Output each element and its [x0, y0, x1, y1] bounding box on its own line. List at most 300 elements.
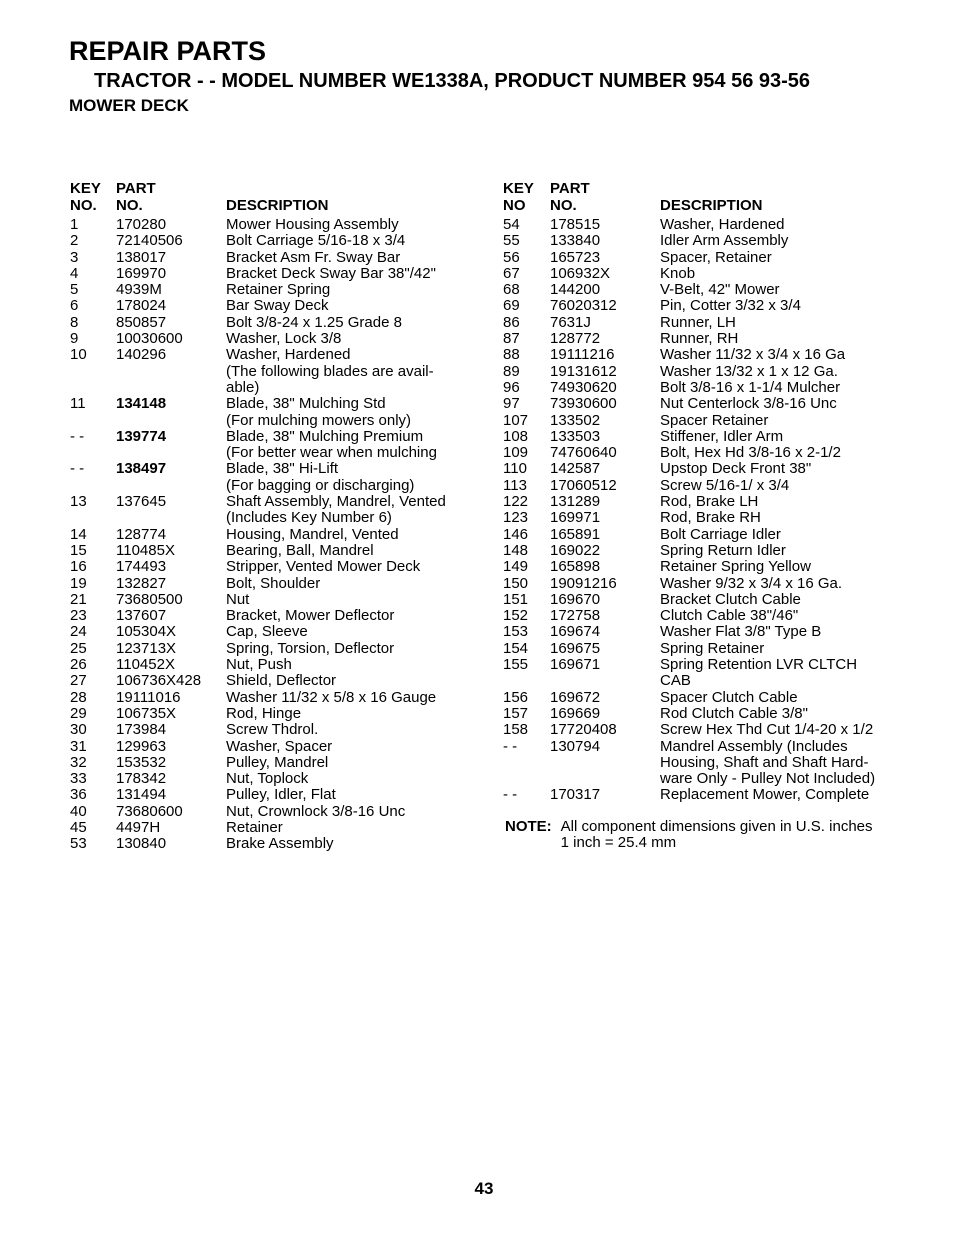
key-no-cell: 89 — [503, 362, 520, 380]
table-row — [70, 641, 466, 657]
description-cell: Rod, Brake LH — [660, 493, 759, 511]
table-row — [503, 298, 900, 314]
table-row — [70, 820, 466, 836]
table-row — [70, 413, 466, 429]
table-row — [70, 461, 466, 477]
part-no-cell: 169675 — [550, 639, 601, 657]
key-no-cell — [70, 380, 116, 396]
description-cell: Washer 9/32 x 3/4 x 16 Ga. — [660, 574, 843, 592]
description-cell: Bolt Carriage Idler — [660, 525, 781, 543]
key-no-cell: 6 — [70, 297, 79, 315]
key-no-cell: 155 — [503, 656, 529, 674]
part-no-cell: 137607 — [116, 607, 167, 625]
table-row — [70, 690, 466, 706]
table-row — [70, 543, 466, 559]
part-no-cell: 169672 — [550, 688, 601, 706]
parts-table-left — [70, 180, 466, 853]
description-cell: Nut — [226, 590, 250, 608]
table-row — [503, 706, 900, 722]
part-no-cell: 106736X428 — [116, 672, 202, 690]
table-row — [503, 771, 900, 787]
part-no-cell — [116, 510, 226, 526]
description-cell: Spring, Torsion, Deflector — [226, 639, 395, 657]
dimension-note — [505, 819, 873, 852]
key-no-cell: 153 — [503, 623, 529, 641]
key-no-cell: 152 — [503, 607, 529, 625]
description-cell: Washer 13/32 x 1 x 12 Ga. — [660, 362, 838, 380]
part-no-cell: 131494 — [116, 786, 167, 804]
header-key-no: KEY NO — [503, 180, 534, 214]
description-cell: Stiffener, Idler Arm — [660, 427, 784, 445]
table-row — [70, 250, 466, 266]
key-no-cell: 16 — [70, 558, 87, 576]
table-row — [70, 559, 466, 575]
part-no-cell: 178515 — [550, 216, 601, 233]
part-no-cell: 19131612 — [550, 362, 617, 380]
table-row — [70, 380, 466, 396]
key-no-cell: 23 — [70, 607, 87, 625]
header-part-no: PART NO. — [116, 180, 156, 214]
key-no-cell: 148 — [503, 541, 529, 559]
key-no-cell: 109 — [503, 444, 529, 462]
part-no-cell: 153532 — [116, 753, 167, 771]
description-cell: Stripper, Vented Mower Deck — [226, 558, 421, 576]
table-row — [503, 673, 900, 689]
key-no-cell: 14 — [70, 525, 87, 543]
table-row — [70, 266, 466, 282]
header-description: DESCRIPTION — [226, 197, 329, 214]
key-no-cell: 31 — [70, 737, 87, 755]
part-no-cell: 138497 — [116, 460, 167, 478]
part-no-cell: 19091216 — [550, 574, 617, 592]
key-no-cell: 107 — [503, 411, 529, 429]
description-cell: Bolt Carriage 5/16-18 x 3/4 — [226, 232, 406, 250]
description-cell: Spacer Clutch Cable — [660, 688, 798, 706]
key-no-cell: 157 — [503, 704, 529, 722]
part-no-cell: 169022 — [550, 541, 601, 559]
table-row — [503, 608, 900, 624]
part-no-cell: 142587 — [550, 460, 601, 478]
table-row — [503, 217, 900, 233]
part-no-cell: 74760640 — [550, 444, 617, 462]
description-cell: Cap, Sleeve — [226, 623, 308, 641]
table-row — [70, 298, 466, 314]
description-cell: Upstop Deck Front 38" — [660, 460, 812, 478]
part-no-cell: 7631J — [550, 313, 591, 331]
key-no-cell: 28 — [70, 688, 87, 706]
part-no-cell: 128772 — [550, 330, 601, 348]
description-cell: Clutch Cable 38"/46" — [660, 607, 799, 625]
key-no-cell: 154 — [503, 639, 529, 657]
description-cell: Brake Assembly — [226, 835, 334, 853]
description-cell: Nut, Push — [226, 656, 292, 674]
description-cell: Housing, Mandrel, Vented — [226, 525, 399, 543]
part-no-cell — [550, 673, 660, 689]
key-no-cell: 150 — [503, 574, 529, 592]
key-no-cell: 3 — [70, 248, 79, 266]
key-no-cell: - - — [503, 786, 518, 804]
table-row — [503, 445, 900, 461]
description-cell: Mower Housing Assembly — [226, 216, 399, 233]
part-no-cell: 169971 — [550, 509, 601, 527]
table-row — [70, 494, 466, 510]
table-row — [70, 478, 466, 494]
table-row — [70, 364, 466, 380]
part-no-cell — [116, 380, 226, 396]
part-no-cell: 165898 — [550, 558, 601, 576]
part-no-cell — [116, 364, 226, 380]
table-row — [503, 510, 900, 526]
table-row — [70, 706, 466, 722]
note-text — [561, 819, 873, 852]
part-no-cell: 133840 — [550, 232, 601, 250]
description-cell: Blade, 38" Hi-Lift — [226, 460, 339, 478]
key-no-cell: 56 — [503, 248, 520, 266]
part-no-cell: 138017 — [116, 248, 167, 266]
table-row — [503, 461, 900, 477]
table-row — [503, 576, 900, 592]
key-no-cell: 55 — [503, 232, 520, 250]
table-row — [503, 592, 900, 608]
part-no-cell: 170317 — [550, 786, 601, 804]
description-cell: Pulley, Idler, Flat — [226, 786, 336, 804]
key-no-cell — [503, 673, 550, 689]
description-cell: Spring Retention LVR CLTCH — [660, 656, 858, 674]
description-cell: Mandrel Assembly (Includes — [660, 737, 848, 755]
part-no-cell: 17060512 — [550, 476, 617, 494]
description-cell: Bracket Clutch Cable — [660, 590, 801, 608]
part-no-cell — [116, 478, 226, 494]
description-cell: Blade, 38" Mulching Std — [226, 395, 386, 413]
key-no-cell: 4 — [70, 264, 79, 282]
description-cell: Runner, RH — [660, 330, 739, 348]
description-cell: Bearing, Ball, Mandrel — [226, 541, 374, 559]
description-cell: Washer 11/32 x 5/8 x 16 Gauge — [226, 688, 437, 706]
key-no-cell: 108 — [503, 427, 529, 445]
part-no-cell: 106932X — [550, 264, 611, 282]
part-no-cell: 134148 — [116, 395, 167, 413]
table-row — [503, 380, 900, 396]
description-cell: Knob — [660, 264, 696, 282]
description-cell: Housing, Shaft and Shaft Hard- — [660, 753, 869, 771]
table-row — [503, 282, 900, 298]
key-no-cell: 113 — [503, 476, 527, 494]
description-cell: Bar Sway Deck — [226, 297, 329, 315]
part-no-cell: 165891 — [550, 525, 601, 543]
description-cell: Spacer, Retainer — [660, 248, 772, 266]
key-no-cell: 96 — [503, 378, 520, 396]
table-row — [70, 396, 466, 412]
description-cell: Washer Flat 3/8" Type B — [660, 623, 822, 641]
key-no-cell: 26 — [70, 656, 87, 674]
table-row — [70, 673, 466, 689]
key-no-cell: 21 — [70, 590, 87, 608]
key-no-cell — [70, 364, 116, 380]
table-row — [70, 315, 466, 331]
part-no-cell: 129963 — [116, 737, 167, 755]
part-no-cell: 137645 — [116, 493, 167, 511]
description-cell: Rod, Brake RH — [660, 509, 761, 527]
description-cell: Screw 5/16-1/ x 3/4 — [660, 476, 790, 494]
table-row — [503, 722, 900, 738]
key-no-cell: 122 — [503, 493, 529, 511]
description-cell: Washer, Spacer — [226, 737, 333, 755]
description-cell: (For bagging or discharging) — [226, 476, 415, 494]
table-row — [70, 217, 466, 233]
part-no-cell: 178342 — [116, 770, 167, 788]
key-no-cell: 149 — [503, 558, 529, 576]
table-row — [70, 233, 466, 249]
description-cell: Bracket, Mower Deflector — [226, 607, 395, 625]
description-cell: Replacement Mower, Complete — [660, 786, 870, 804]
key-no-cell: 1 — [70, 216, 79, 233]
note-line: All component dimensions given in U.S. inches — [560, 818, 873, 835]
part-no-cell: 140296 — [116, 346, 167, 364]
key-no-cell: 19 — [70, 574, 87, 592]
key-no-cell: - - — [503, 737, 518, 755]
description-cell: Screw Hex Thd Cut 1/4-20 x 1/2 — [660, 721, 874, 739]
description-cell: able) — [226, 378, 260, 396]
part-no-cell: 169674 — [550, 623, 601, 641]
key-no-cell: 15 — [70, 541, 87, 559]
table-row — [503, 657, 900, 673]
table-row — [503, 347, 900, 363]
page-number: 43 — [474, 1179, 494, 1198]
part-no-cell: 169670 — [550, 590, 601, 608]
part-no-cell: 10030600 — [116, 330, 183, 348]
table-row — [503, 429, 900, 445]
key-no-cell: 158 — [503, 721, 529, 739]
key-no-cell: 67 — [503, 264, 520, 282]
key-no-cell: 151 — [503, 590, 529, 608]
part-no-cell: 110452X — [116, 656, 175, 674]
part-no-cell — [550, 771, 660, 787]
part-no-cell: 106735X — [116, 704, 177, 722]
table-row — [70, 608, 466, 624]
key-no-cell: 40 — [70, 802, 87, 820]
parts-table-right — [503, 180, 900, 804]
part-no-cell: 131289 — [550, 493, 601, 511]
part-no-cell: 130794 — [550, 737, 601, 755]
description-cell: Runner, LH — [660, 313, 736, 331]
table-row — [70, 429, 466, 445]
part-no-cell: 169970 — [116, 264, 167, 282]
table-row — [503, 233, 900, 249]
header-part-no: PART NO. — [550, 180, 590, 214]
description-cell: Spacer Retainer — [660, 411, 769, 429]
key-no-cell: 32 — [70, 753, 87, 771]
table-row — [70, 510, 466, 526]
page-subtitle: TRACTOR - - MODEL NUMBER WE1338A, PRODUCT NUMBER 954 56 93-56 — [94, 70, 811, 92]
description-cell: Bolt, Hex Hd 3/8-16 x 2-1/2 — [660, 444, 841, 462]
description-cell: Pin, Cotter 3/32 x 3/4 — [660, 297, 801, 315]
table-row — [70, 592, 466, 608]
table-row — [503, 624, 900, 640]
table-row — [503, 559, 900, 575]
key-no-cell: 5 — [70, 281, 79, 299]
key-no-cell: 29 — [70, 704, 87, 722]
description-cell: Bracket Asm Fr. Sway Bar — [226, 248, 401, 266]
key-no-cell: 53 — [70, 835, 87, 853]
key-no-cell: 25 — [70, 639, 87, 657]
part-no-cell: 73680500 — [116, 590, 183, 608]
description-cell: Washer 11/32 x 3/4 x 16 Ga — [660, 346, 846, 364]
table-row — [503, 331, 900, 347]
description-cell: Spring Return Idler — [660, 541, 786, 559]
part-no-cell: 172758 — [550, 607, 601, 625]
table-row — [70, 771, 466, 787]
description-cell: (The following blades are avail- — [226, 362, 434, 380]
key-no-cell — [70, 478, 116, 494]
table-row — [70, 576, 466, 592]
description-cell: ware Only - Pulley Not Included) — [660, 770, 876, 788]
part-no-cell: 169669 — [550, 704, 601, 722]
key-no-cell: 9 — [70, 330, 79, 348]
key-no-cell: 54 — [503, 216, 520, 233]
description-cell: Washer, Hardened — [226, 346, 351, 364]
part-no-cell: 174493 — [116, 558, 167, 576]
table-row — [70, 282, 466, 298]
key-no-cell: 13 — [70, 493, 87, 511]
part-no-cell: 73680600 — [116, 802, 183, 820]
key-no-cell: 88 — [503, 346, 520, 364]
key-no-cell — [503, 771, 550, 787]
description-cell: Shaft Assembly, Mandrel, Vented — [226, 493, 446, 511]
key-no-cell: 86 — [503, 313, 520, 331]
part-no-cell: 110485X — [116, 541, 175, 559]
description-cell: Screw Thdrol. — [226, 721, 319, 739]
description-cell: Retainer Spring Yellow — [660, 558, 811, 576]
description-cell: Blade, 38" Mulching Premium — [226, 427, 424, 445]
description-cell: Washer, Lock 3/8 — [226, 330, 342, 348]
part-no-cell: 4497H — [116, 818, 161, 836]
table-row — [503, 413, 900, 429]
table-row — [503, 364, 900, 380]
key-no-cell: 27 — [70, 672, 87, 690]
key-no-cell: 36 — [70, 786, 87, 804]
part-no-cell: 173984 — [116, 721, 167, 739]
table-row — [503, 396, 900, 412]
table-row — [70, 787, 466, 803]
table-row — [503, 543, 900, 559]
key-no-cell: 110 — [503, 460, 527, 478]
table-row — [503, 527, 900, 543]
table-row — [70, 331, 466, 347]
table-body — [503, 217, 900, 804]
header-description: DESCRIPTION — [660, 197, 763, 214]
table-row — [503, 250, 900, 266]
table-body — [70, 217, 466, 853]
table-row — [70, 527, 466, 543]
description-cell: Pulley, Mandrel — [226, 753, 329, 771]
key-no-cell: 10 — [70, 346, 87, 364]
part-no-cell: 132827 — [116, 574, 167, 592]
part-no-cell: 170280 — [116, 216, 167, 233]
description-cell: (Includes Key Number 6) — [226, 509, 392, 527]
description-cell: V-Belt, 42" Mower — [660, 281, 780, 299]
key-no-cell: 24 — [70, 623, 87, 641]
key-no-cell: 87 — [503, 330, 520, 348]
table-row — [503, 315, 900, 331]
description-cell: Bracket Deck Sway Bar 38"/42" — [226, 264, 436, 282]
table-row — [70, 624, 466, 640]
description-cell: Bolt 3/8-16 x 1-1/4 Mulcher — [660, 378, 841, 396]
key-no-cell: 97 — [503, 395, 520, 413]
key-no-cell: 2 — [70, 232, 79, 250]
key-no-cell — [70, 413, 116, 429]
table-row — [70, 722, 466, 738]
header-key-no: KEY NO. — [70, 180, 101, 214]
description-cell: CAB — [660, 672, 691, 690]
part-no-cell: 4939M — [116, 281, 162, 299]
table-row — [70, 657, 466, 673]
description-cell: Bolt, Shoulder — [226, 574, 321, 592]
part-no-cell: 165723 — [550, 248, 601, 266]
key-no-cell: 156 — [503, 688, 529, 706]
part-no-cell — [116, 413, 226, 429]
description-cell: Idler Arm Assembly — [660, 232, 789, 250]
part-no-cell: 76020312 — [550, 297, 617, 315]
part-no-cell: 123713X — [116, 639, 177, 657]
table-row — [503, 641, 900, 657]
key-no-cell: 30 — [70, 721, 87, 739]
table-row — [70, 755, 466, 771]
part-no-cell: 128774 — [116, 525, 167, 543]
section-heading: MOWER DECK — [69, 96, 189, 115]
part-no-cell: 133502 — [550, 411, 601, 429]
key-no-cell — [70, 445, 116, 461]
key-no-cell — [70, 510, 116, 526]
part-no-cell: 72140506 — [116, 232, 183, 250]
key-no-cell: 11 — [70, 395, 86, 413]
part-no-cell: 17720408 — [550, 721, 617, 739]
part-no-cell — [550, 755, 660, 771]
part-no-cell: 74930620 — [550, 378, 617, 396]
table-row — [70, 804, 466, 820]
description-cell: Spring Retainer — [660, 639, 765, 657]
key-no-cell: - - — [70, 460, 85, 478]
description-cell: Rod, Hinge — [226, 704, 302, 722]
description-cell: (For mulching mowers only) — [226, 411, 412, 429]
table-header — [503, 180, 900, 217]
table-row — [503, 739, 900, 755]
part-no-cell: 169671 — [550, 656, 601, 674]
key-no-cell: - - — [70, 427, 85, 445]
table-row — [70, 347, 466, 363]
part-no-cell: 178024 — [116, 297, 167, 315]
part-no-cell: 144200 — [550, 281, 601, 299]
part-no-cell: 105304X — [116, 623, 177, 641]
description-cell: Bolt 3/8-24 x 1.25 Grade 8 — [226, 313, 402, 331]
page-title: REPAIR PARTS — [69, 36, 267, 66]
key-no-cell: 45 — [70, 818, 87, 836]
description-cell: Washer, Hardened — [660, 216, 785, 233]
description-cell: Nut, Toplock — [226, 770, 309, 788]
note-label: NOTE: — [505, 818, 552, 835]
description-cell: Nut Centerlock 3/8-16 Unc — [660, 395, 837, 413]
description-cell: Retainer — [226, 818, 283, 836]
table-row — [503, 787, 900, 803]
key-no-cell: 8 — [70, 313, 79, 331]
table-row — [70, 836, 466, 852]
table-row — [503, 266, 900, 282]
part-no-cell — [116, 445, 226, 461]
part-no-cell: 19111016 — [116, 688, 181, 706]
description-cell: Retainer Spring — [226, 281, 331, 299]
table-header — [70, 180, 466, 217]
part-no-cell: 73930600 — [550, 395, 617, 413]
description-cell: Nut, Crownlock 3/8-16 Unc — [226, 802, 406, 820]
